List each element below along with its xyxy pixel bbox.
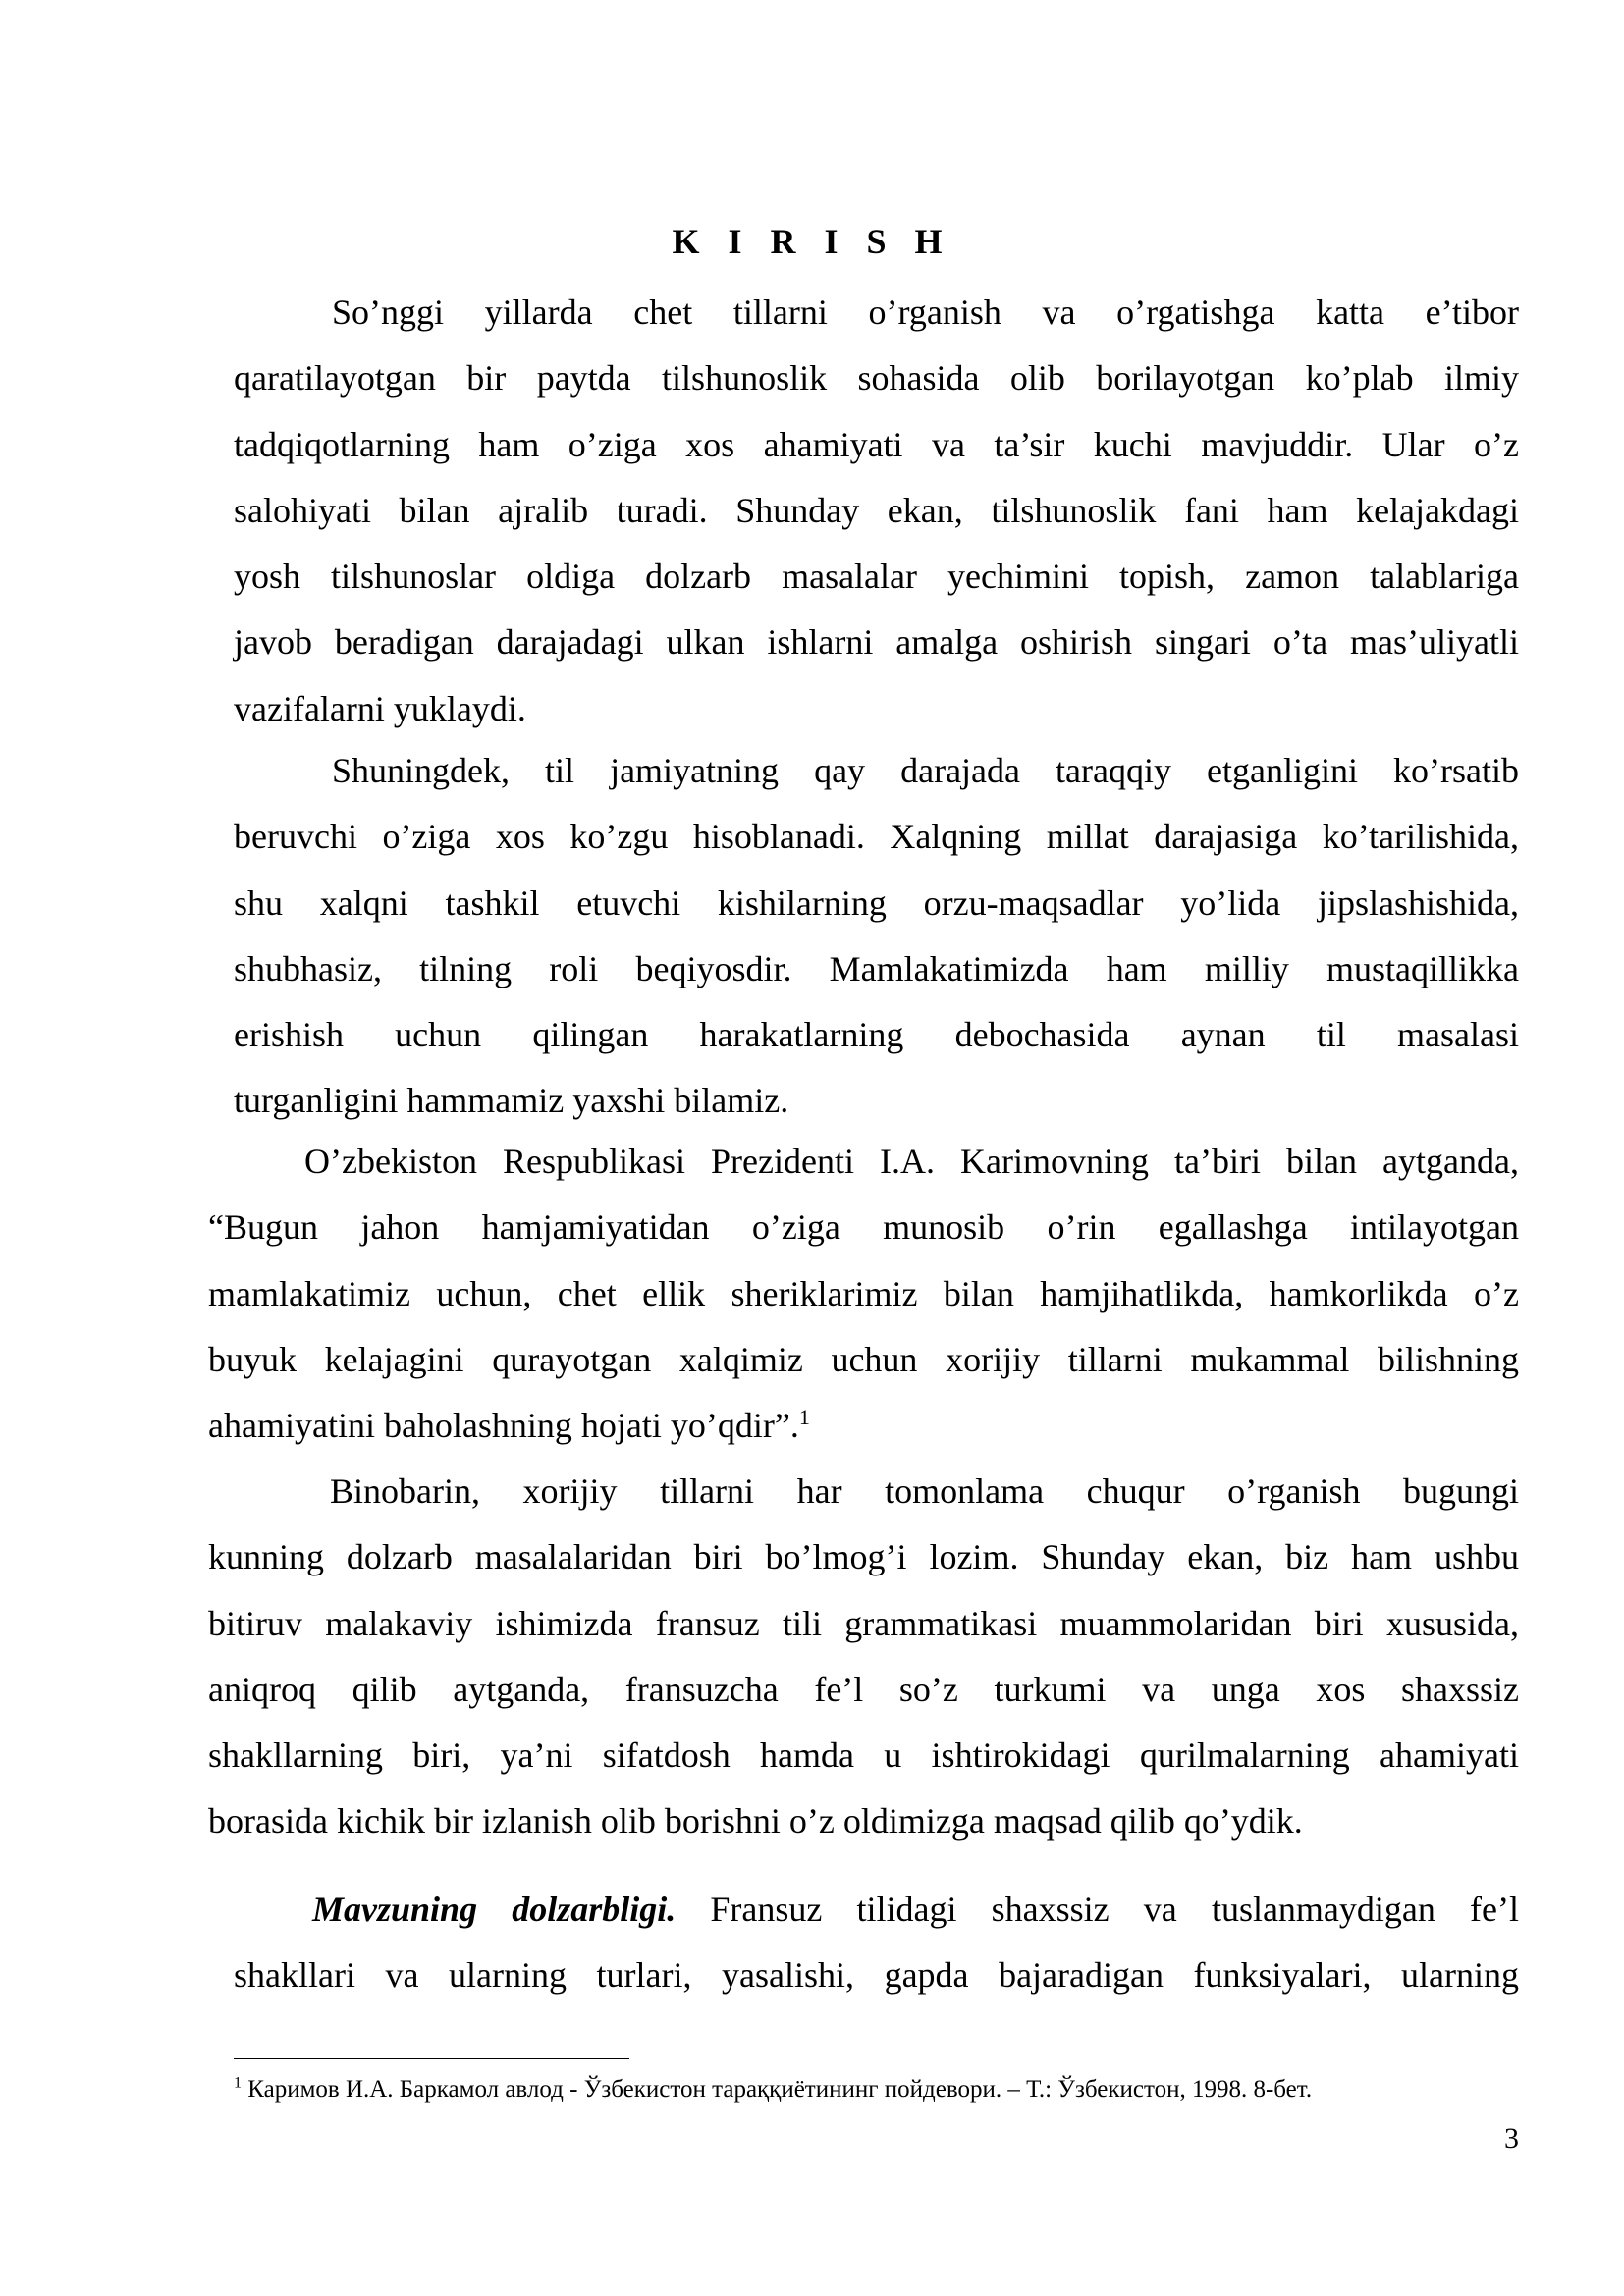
- paragraph-intro: [234, 280, 1519, 742]
- relevance-text: Fransuz tilidagi shaxssiz va tuslanmaydigan fe’l: [676, 1890, 1520, 1929]
- paragraph-line: erishish uchun qilingan harakatlarning debochasida aynan til masalasi: [234, 1015, 1519, 1055]
- page-number: 3: [1504, 2122, 1519, 2155]
- paragraph-line: beruvchi o’ziga xos ko’zgu hisoblanadi. Xalqning millat darajasiga ko’tarilishida,: [234, 817, 1519, 857]
- paragraph-line: qaratilayotgan bir paytda tilshunoslik sohasida olib borilayotgan ko’plab ilmiy: [234, 358, 1519, 399]
- relevance-lead: Mavzuning dolzarbligi.: [312, 1890, 677, 1929]
- section-heading: K I R I S H: [672, 222, 952, 261]
- paragraph-line: “Bugun jahon hamjamiyatidan o’ziga munosib o’rin egallashga intilayotgan: [208, 1207, 1519, 1248]
- paragraph-line: [234, 1877, 1519, 1943]
- footnote-separator: [234, 2058, 629, 2059]
- paragraph-line-text: ahamiyatini baholashning hojati yo’qdir”.: [208, 1406, 799, 1446]
- paragraph-line: So’nggi yillarda chet tillarni o’rganish va o’rgatishga katta e’tibor: [332, 293, 1519, 332]
- footnote: [234, 2073, 1519, 2107]
- paragraph-line: kunning dolzarb masalalaridan biri bo’lmog’i lozim. Shunday ekan, biz ham ushbu: [208, 1537, 1519, 1577]
- paragraph-relevance: [234, 1877, 1519, 2009]
- paragraph-line: Shuningdek, til jamiyatning qay darajada taraqqiy etganligini ko’rsatib: [332, 751, 1519, 790]
- footnote-number: 1: [234, 2074, 242, 2092]
- paragraph-line: tadqiqotlarning ham o’ziga xos ahamiyati va ta’sir kuchi mavjuddir. Ular o’z: [234, 424, 1519, 464]
- paragraph-line: shakllari va ularning turlari, yasalishi, gapda bajaradigan funksiyalari, ularning: [234, 1955, 1519, 1996]
- paragraph-line: aniqroq qilib aytganda, fransuzcha fe’l so’z turkumi va unga xos shaxssiz: [208, 1669, 1519, 1709]
- paragraph-line: borasida kichik bir izlanish olib borishni o’z oldimizga maqsad qilib qo’ydik.: [208, 1801, 1303, 1842]
- paragraph-line: turganligini hammamiz yaxshi bilamiz.: [234, 1081, 789, 1121]
- paragraph-line: shakllarning biri, ya’ni sifatdosh hamda u ishtirokidagi qurilmalarning ahamiyati: [208, 1735, 1519, 1776]
- footnote-text: Каримов И.А. Баркамол авлод - Ўзбекистон тараққиётининг пойдевори. – Т.: Ўзбекистон, 1998. 8-бет.: [242, 2076, 1313, 2103]
- paragraph-quote: [208, 1129, 1519, 1459]
- paragraph-research-aim: [208, 1459, 1519, 1855]
- paragraph-line: shu xalqni tashkil etuvchi kishilarning orzu-maqsadlar yo’lida jipslashishida,: [234, 882, 1519, 923]
- paragraph-line: yosh tilshunoslar oldiga dolzarb masalalar yechimini topish, zamon talablariga: [234, 557, 1519, 597]
- paragraph-line: mamlakatimiz uchun, chet ellik sheriklarimiz bilan hamjihatlikda, hamkorlikda o’z: [208, 1273, 1519, 1313]
- paragraph-line: javob beradigan darajadagi ulkan ishlarni amalga oshirish singari o’ta mas’uliyatli: [234, 622, 1519, 663]
- paragraph-line: shubhasiz, tilning roli beqiyosdir. Mamlakatimizda ham milliy mustaqillikka: [234, 948, 1519, 988]
- paragraph-line: buyuk kelajagini qurayotgan xalqimiz uchun xorijiy tillarni mukammal bilishning: [208, 1339, 1519, 1379]
- paragraph-line-with-footnote: [208, 1393, 1519, 1459]
- paragraph-line: salohiyati bilan ajralib turadi. Shunday ekan, tilshunoslik fani ham kelajakdagi: [234, 490, 1519, 530]
- paragraph-line: vazifalarni yuklaydi.: [234, 688, 526, 728]
- footnote-reference[interactable]: 1: [798, 1405, 810, 1430]
- paragraph-language-role: [234, 738, 1519, 1135]
- paragraph-line: O’zbekiston Respublikasi Prezidenti I.A. Karimovning ta’biri bilan aytganda,: [304, 1142, 1519, 1181]
- paragraph-line: bitiruv malakaviy ishimizda fransuz tili grammatikasi muammolaridan biri xususida,: [208, 1603, 1519, 1643]
- paragraph-line: Binobarin, xorijiy tillarni har tomonlama chuqur o’rganish bugungi: [330, 1471, 1519, 1511]
